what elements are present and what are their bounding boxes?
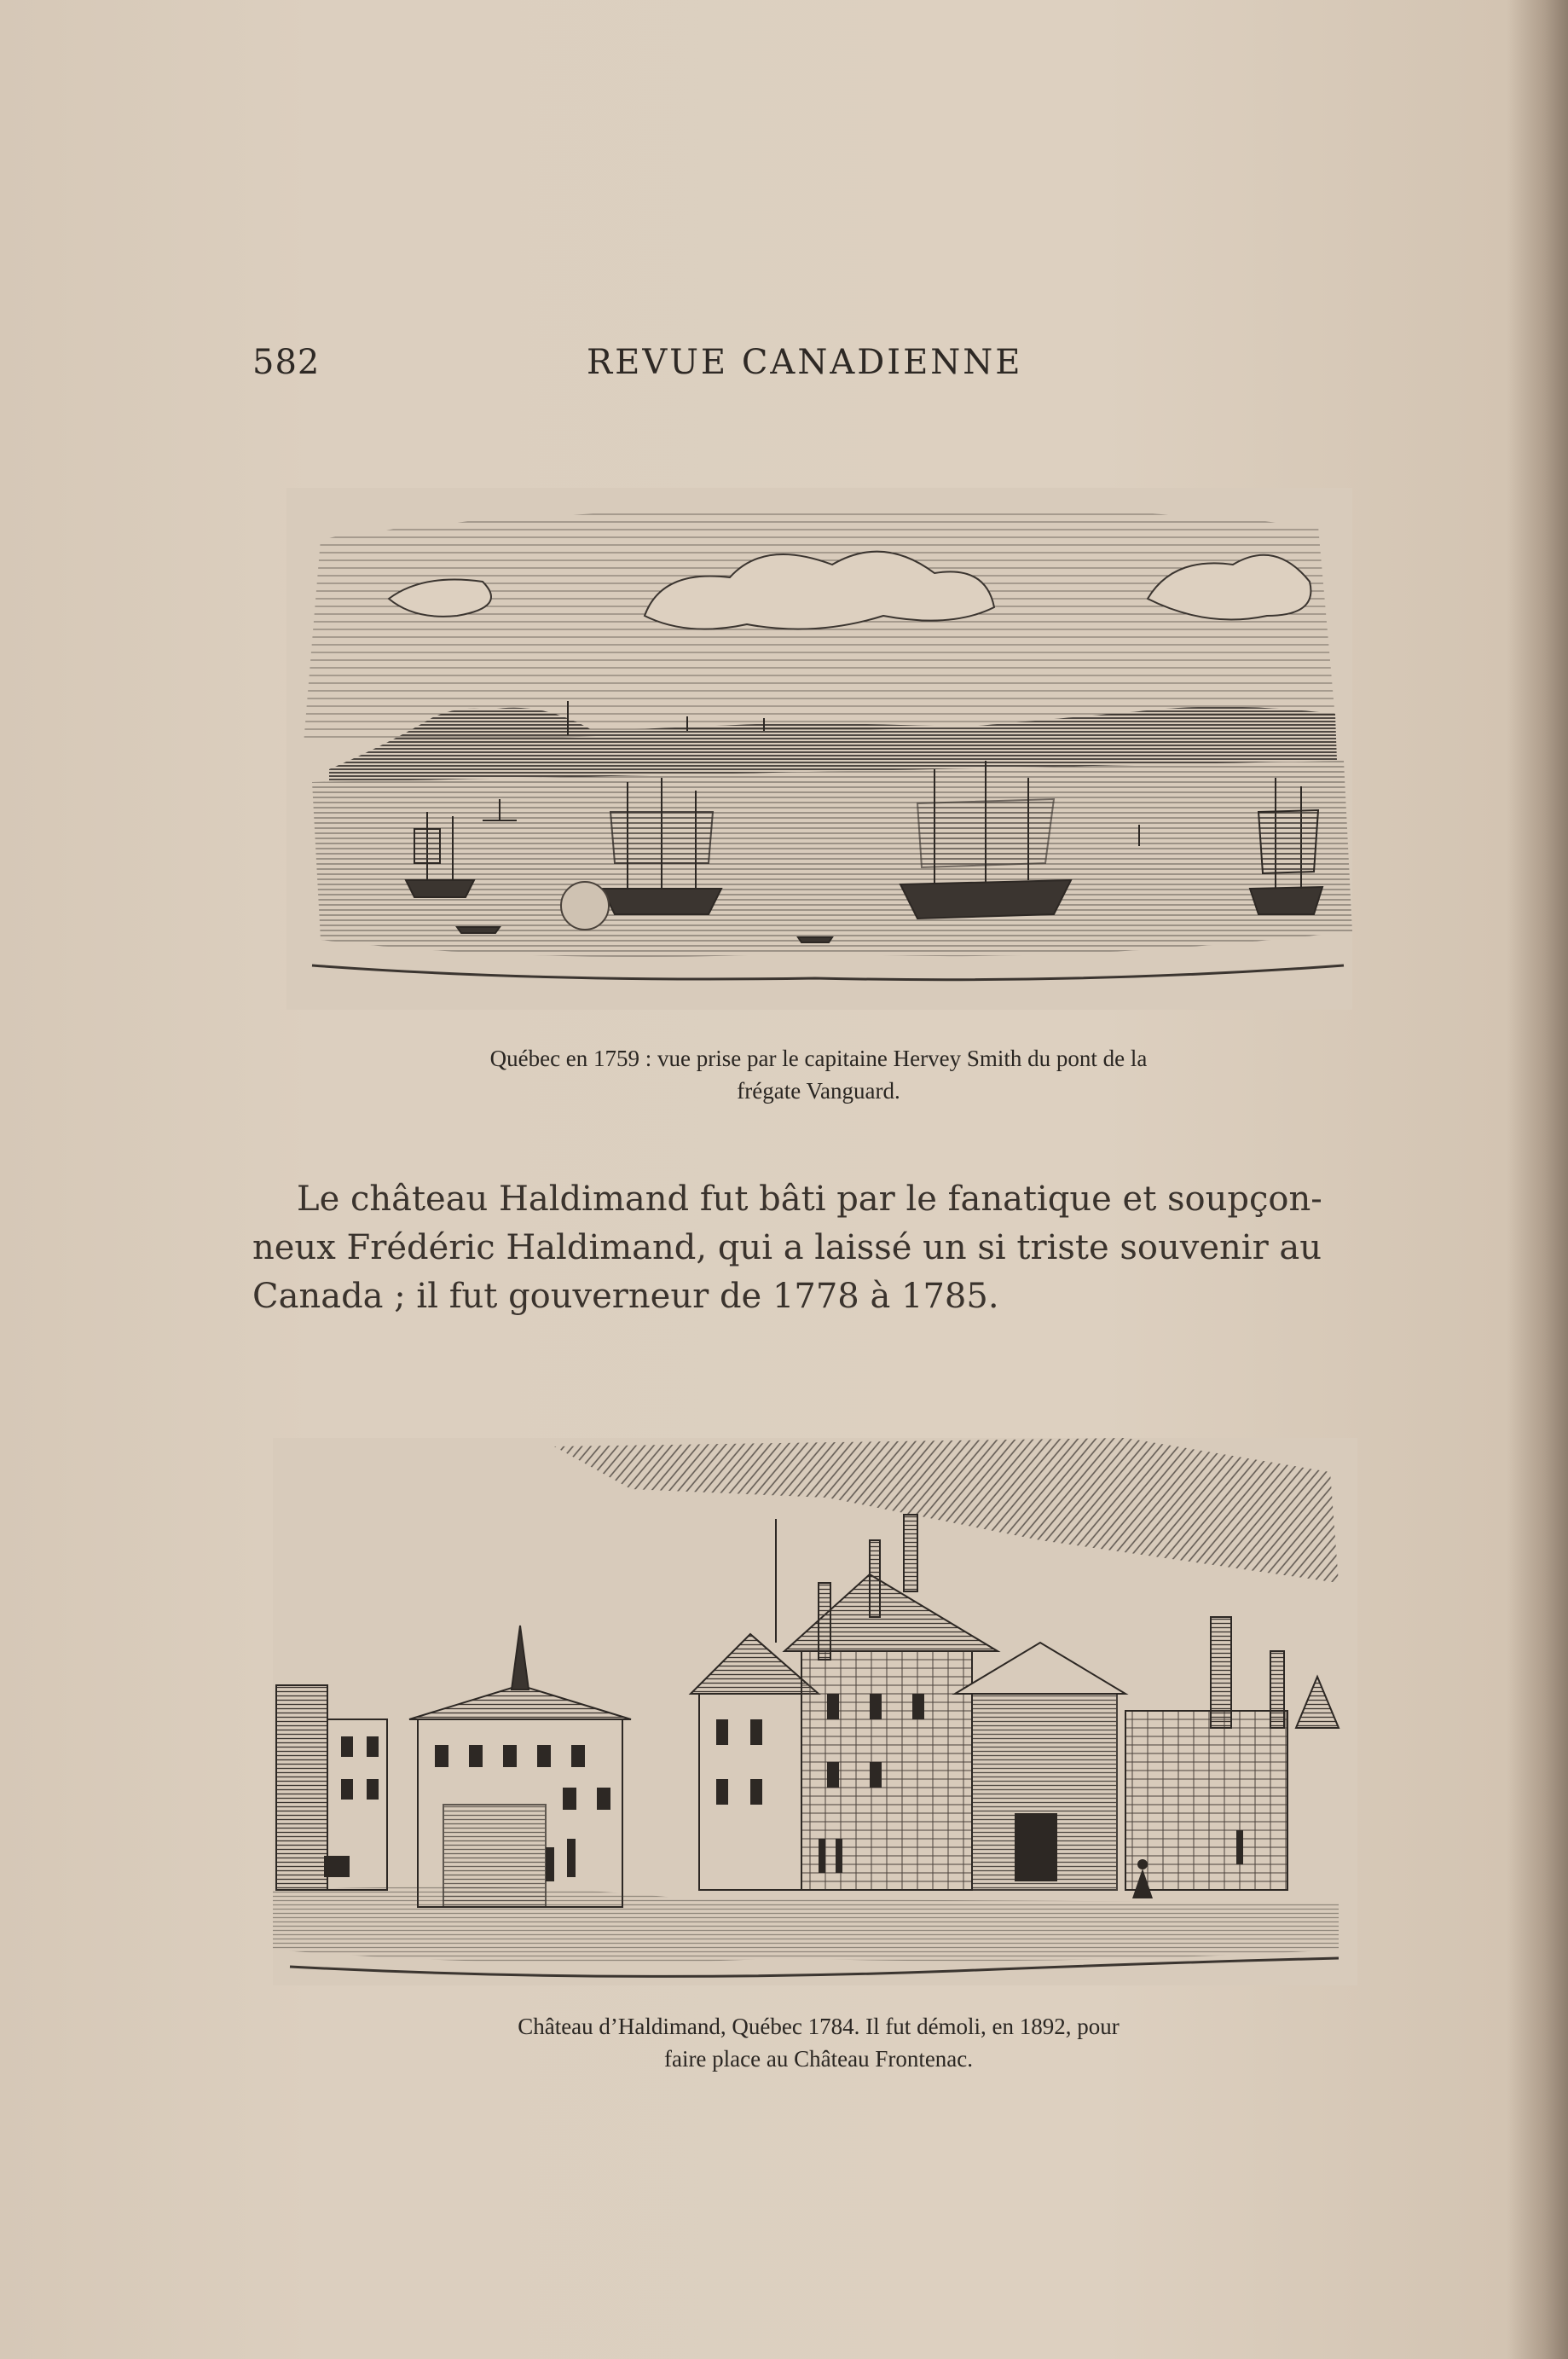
paragraph-line: Canada ; il fut gouverneur de 1778 à 1785. — [252, 1277, 999, 1316]
caption-line: faire place au Château Frontenac. — [663, 2046, 974, 2072]
body-paragraph — [252, 1175, 1382, 1321]
page-number: 582 — [252, 343, 321, 382]
running-title: REVUE CANADIENNE — [587, 343, 1023, 382]
caption-line: frégate Vanguard. — [737, 1078, 900, 1104]
engraving-chateau-haldimand-1784 — [273, 1438, 1357, 1985]
paragraph-line: neux Frédéric Haldimand, qui a laissé un si triste souvenir au — [252, 1228, 1322, 1267]
figure-caption-2 — [384, 2010, 1253, 2075]
caption-line: Québec en 1759 : vue prise par le capitaine Hervey Smith du pont de la — [489, 1046, 1148, 1071]
paragraph-line: Le château Haldimand fut bâti par le fanatique et soupçon- — [297, 1180, 1322, 1219]
caption-line: Château d’Haldimand, Québec 1784. Il fut démoli, en 1892, pour — [518, 2014, 1120, 2039]
engraving-quebec-1759 — [286, 488, 1352, 1010]
figure-caption-1 — [358, 1042, 1279, 1107]
page-gutter-shadow — [1508, 0, 1568, 2359]
